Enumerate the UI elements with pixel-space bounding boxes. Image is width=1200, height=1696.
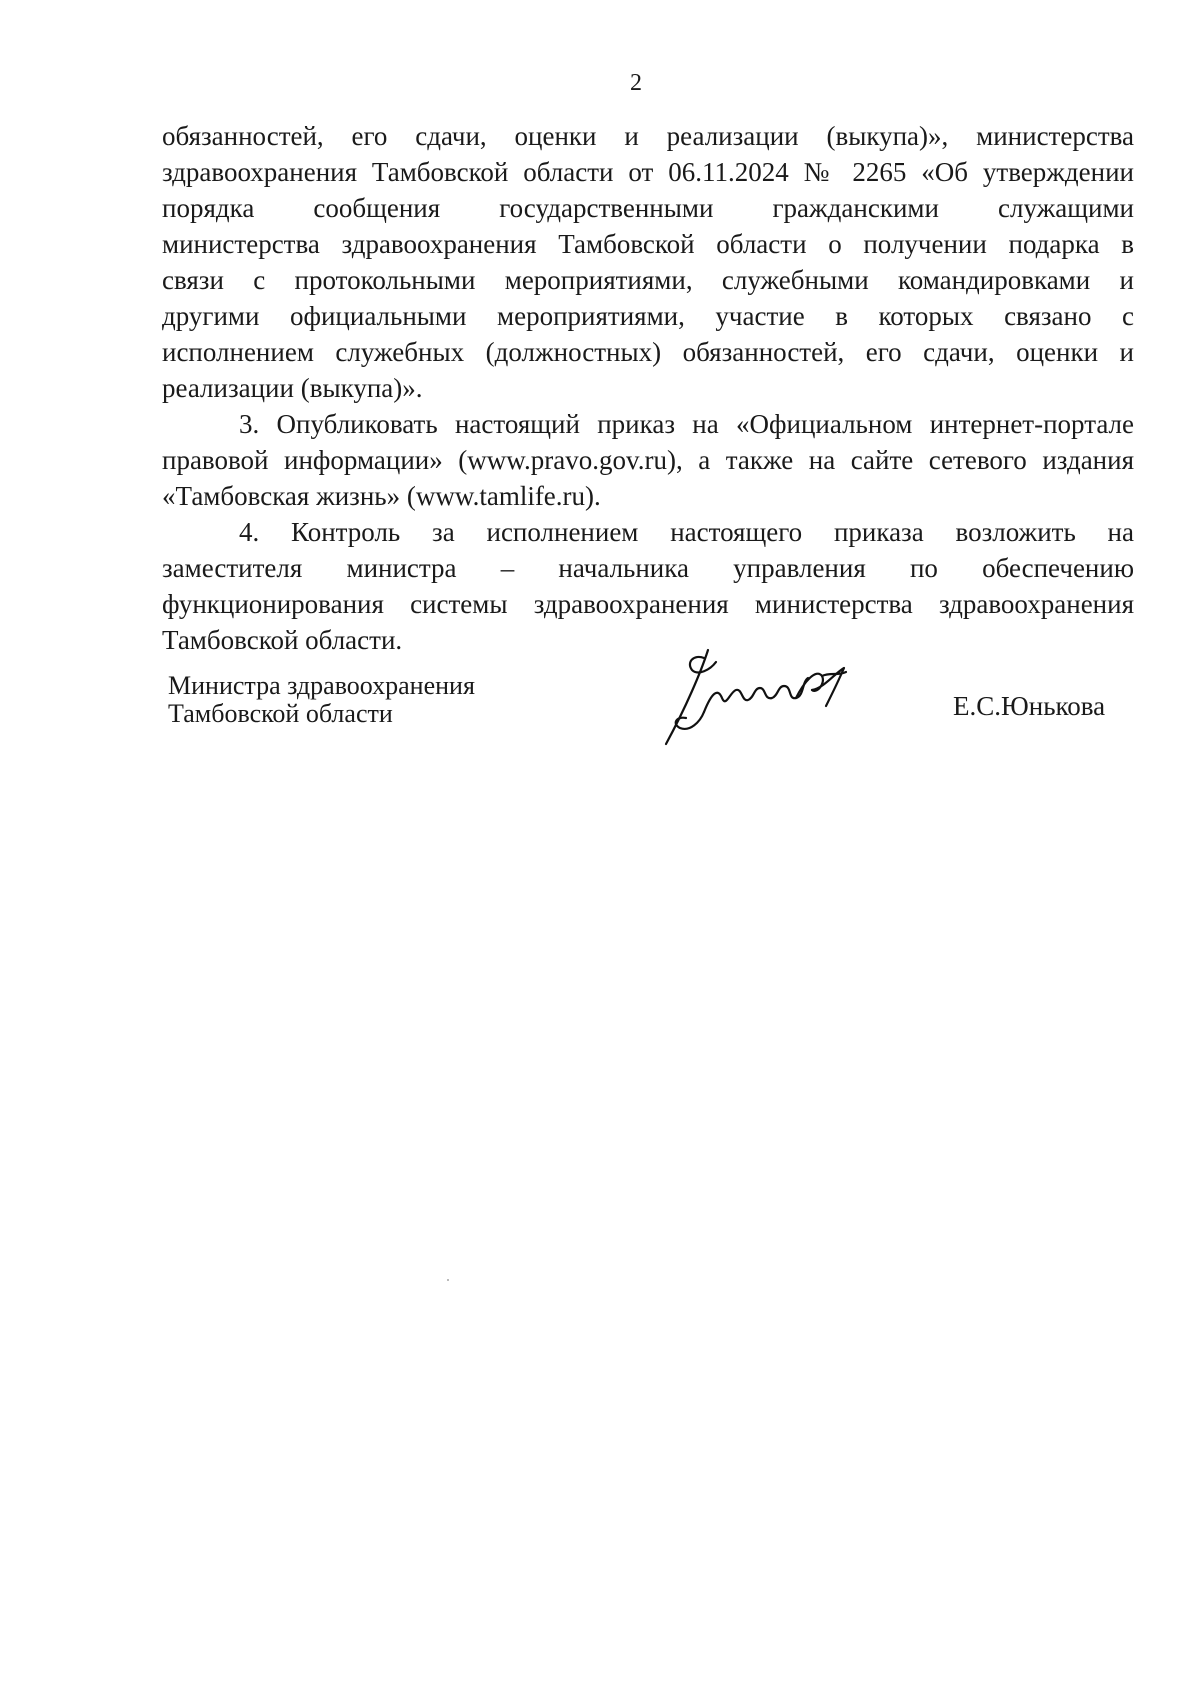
paragraph-4-line: 4. Контроль за исполнением настоящего приказа возложить на [239,517,1134,547]
body-line: обязанностей, его сдачи, оценки и реализации (выкупа)», министерства [162,121,1134,151]
handwritten-signature [646,632,876,752]
body-line: заместителя министра – начальника управления по обеспечению [162,553,1134,583]
paragraph-3-line: 3. Опубликовать настоящий приказ на «Официальном интернет-портале [239,409,1134,439]
body-line: другими официальными мероприятиями, участие в которых связано с [162,301,1134,331]
body-line: связи с протокольными мероприятиями, служебными командировками и [162,265,1134,295]
signature-block [168,672,1108,772]
body-line: функционирования системы здравоохранения министерства здравоохранения [162,589,1134,619]
signer-title [168,672,475,728]
document-body [162,118,1134,658]
body-line: реализации (выкупа)». [162,373,423,403]
scan-artifact-dot [447,1279,449,1281]
body-line: Тамбовской области. [162,625,403,655]
signer-name: Е.С.Юнькова [953,691,1106,721]
body-line: здравоохранения Тамбовской области от 06.11.2024 № 2265 «Об утверждении [162,157,1134,187]
signer-title-line: Тамбовской области [168,699,393,728]
body-line: порядка сообщения государственными гражданскими служащими [162,193,1134,223]
body-line: исполнением служебных (должностных) обязанностей, его сдачи, оценки и [162,337,1134,367]
body-line: «Тамбовская жизнь» (www.tamlife.ru). [162,481,601,511]
signer-title-line: Министра здравоохранения [168,671,475,700]
body-line: правовой информации» (www.pravo.gov.ru), а также на сайте сетевого издания [162,445,1134,475]
page-number: 2 [630,70,642,96]
body-line: министерства здравоохранения Тамбовской области о получении подарка в [162,229,1134,259]
